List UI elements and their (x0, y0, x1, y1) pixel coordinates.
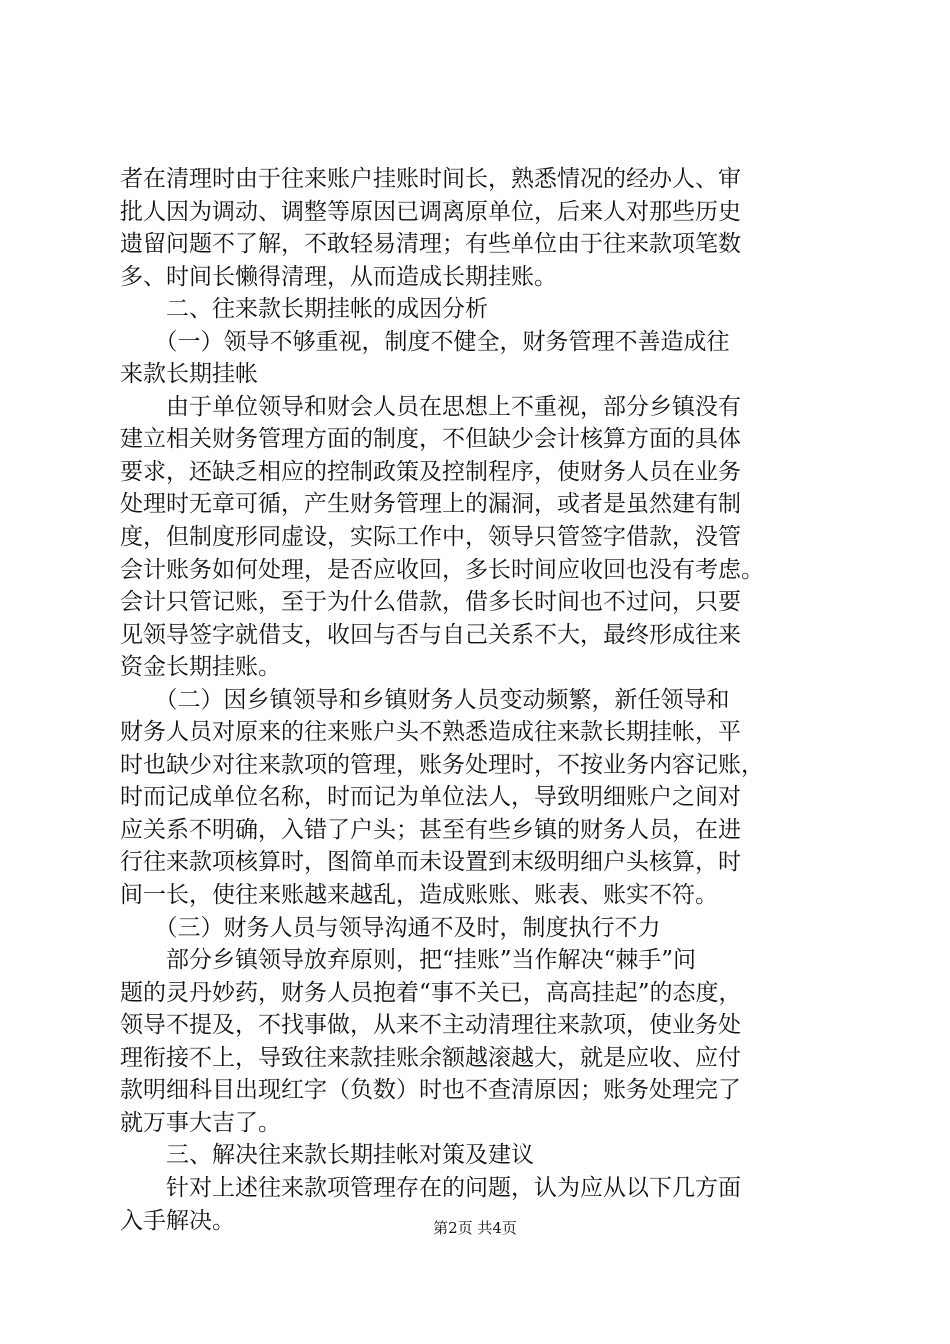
text-line: 间一长，使往来账越来越乱，造成账账、账表、账实不符。 (120, 882, 718, 909)
text-line: 见领导签字就借支，收回与否与自己关系不大，最终形成往来 (120, 621, 741, 648)
text-line: （三）财务人员与领导沟通不及时，制度执行不力 (120, 914, 661, 941)
document-body (120, 163, 835, 1237)
text-line: 来款长期挂帐 (120, 361, 258, 388)
page-footer: 第2页 共4页 (433, 1219, 517, 1237)
text-line: 三、解决往来款长期挂帐对策及建议 (120, 1142, 534, 1169)
text-line: 就万事大吉了。 (120, 1109, 281, 1136)
text-line: 者在清理时由于往来账户挂账时间长，熟悉情况的经办人、审 (120, 166, 741, 192)
text-line: 由于单位领导和财会人员在思想上不重视，部分乡镇没有 (120, 393, 741, 420)
text-line: 针对上述往来款项管理存在的问题，认为应从以下几方面 (120, 1174, 741, 1201)
text-line: 时也缺少对往来款项的管理，账务处理时，不按业务内容记账， (120, 751, 764, 778)
text-line: （一）领导不够重视，制度不健全，财务管理不善造成往 (120, 328, 730, 355)
text-line: 二、往来款长期挂帐的成因分析 (120, 296, 488, 323)
text-line: 理衔接不上，导致往来款挂账余额越滚越大，就是应收、应付 (120, 1044, 741, 1071)
text-line: 行往来款项核算时，图简单而未设置到末级明细户头核算，时 (120, 849, 741, 876)
text-line: （二）因乡镇领导和乡镇财务人员变动频繁，新任领导和 (120, 686, 730, 713)
text-line: 款明细科目出现红字（负数）时也不查清原因；账务处理完了 (120, 1077, 741, 1104)
text-line: 题的灵丹妙药，财务人员抱着“事不关已，高高挂起”的态度， (120, 979, 742, 1006)
text-line: 度，但制度形同虚设，实际工作中，领导只管签字借款，没管 (120, 524, 741, 551)
text-line: 资金长期挂账。 (120, 654, 281, 681)
text-line: 批人因为调动、调整等原因已调离原单位，后来人对那些历史 (120, 198, 741, 225)
text-line: 财务人员对原来的往来账户头不熟悉造成往来款长期挂帐，平 (120, 719, 741, 746)
text-line: 入手解决。 (120, 1207, 235, 1234)
text-line: 应关系不明确，入错了户头；甚至有些乡镇的财务人员，在进 (120, 816, 741, 843)
text-line: 多、时间长懒得清理，从而造成长期挂账。 (120, 263, 557, 290)
text-line: 会计账务如何处理，是否应收回，多长时间应收回也没有考虑。 (120, 556, 764, 583)
text-line: 部分乡镇领导放弃原则，把“挂账”当作解决“棘手”问 (120, 947, 697, 974)
text-line: 要求，还缺乏相应的控制政策及控制程序，使财务人员在业务 (120, 458, 741, 485)
text-line: 遗留问题不了解，不敢轻易清理；有些单位由于往来款项笔数 (120, 231, 741, 258)
text-line: 会计只管记账，至于为什么借款，借多长时间也不过问，只要 (120, 589, 741, 616)
text-line: 领导不提及，不找事做，从来不主动清理往来款项，使业务处 (120, 1012, 741, 1039)
text-line: 处理时无章可循，产生财务管理上的漏洞，或者是虽然建有制 (120, 491, 741, 518)
text-line: 时而记成单位名称，时而记为单位法人，导致明细账户之间对 (120, 784, 741, 811)
text-line: 建立相关财务管理方面的制度，不但缺少会计核算方面的具体 (120, 426, 741, 453)
